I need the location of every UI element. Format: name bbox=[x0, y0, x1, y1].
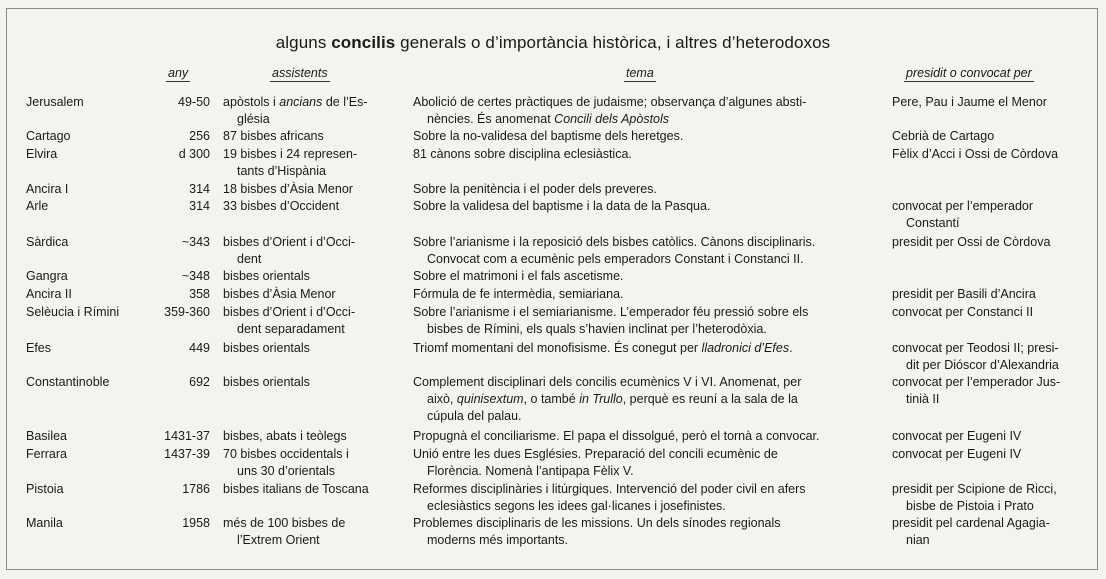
council-president bbox=[892, 481, 1092, 515]
title-suffix: generals o d’importància històrica, i altres d’heterodoxos bbox=[395, 33, 831, 52]
council-president-line: convocat per l’emperador bbox=[892, 199, 1034, 213]
council-topic-line: eclesiàstics segons les idees gal·licanes i josefinistes. bbox=[427, 499, 726, 513]
council-topic-line: Complement disciplinari dels concilis ecumènics V i VI. Anomenat, per bbox=[413, 375, 802, 389]
header-attendees: assistents bbox=[272, 66, 328, 80]
council-attendees bbox=[223, 234, 403, 268]
council-attendees-line: 87 bisbes africans bbox=[223, 129, 324, 143]
council-place: Selèucia i Rímini bbox=[26, 305, 120, 319]
council-attendees-line: bisbes, abats i teòlegs bbox=[223, 429, 347, 443]
title-bold: concilis bbox=[331, 33, 396, 52]
council-attendees-line: l’Extrem Orient bbox=[237, 533, 320, 547]
council-president bbox=[892, 286, 1092, 303]
council-attendees-line: 70 bisbes occidentals i bbox=[223, 447, 349, 461]
council-year: 449 bbox=[189, 341, 210, 355]
council-president bbox=[892, 94, 1092, 111]
council-year: 1786 bbox=[182, 482, 210, 496]
council-president-line: Pere, Pau i Jaume el Menor bbox=[892, 95, 1047, 109]
council-topic bbox=[413, 234, 883, 268]
council-place: Manila bbox=[26, 516, 63, 530]
council-president-line: bisbe de Pistoia i Prato bbox=[906, 499, 1034, 513]
council-topic bbox=[413, 304, 883, 338]
council-topic-line: això, quinisextum, o també in Trullo, perquè es reuní a la sala de la bbox=[427, 392, 798, 406]
council-president bbox=[892, 146, 1092, 163]
council-attendees bbox=[223, 304, 403, 338]
council-attendees-line: 33 bisbes d’Occident bbox=[223, 199, 340, 213]
council-topic bbox=[413, 268, 883, 285]
council-year: ~343 bbox=[181, 235, 210, 249]
page-title bbox=[0, 33, 1106, 53]
council-attendees bbox=[223, 94, 403, 128]
council-year: 358 bbox=[189, 287, 210, 301]
council-attendees-line: dent bbox=[237, 252, 262, 266]
council-attendees-line: més de 100 bisbes de bbox=[223, 516, 346, 530]
council-year: 1431-37 bbox=[164, 429, 210, 443]
council-topic bbox=[413, 446, 883, 480]
council-place: Sàrdica bbox=[26, 235, 69, 249]
council-president bbox=[892, 234, 1092, 251]
council-topic bbox=[413, 374, 883, 425]
council-year: ~348 bbox=[181, 269, 210, 283]
council-topic-line: Sobre la no-validesa del baptisme dels heretges. bbox=[413, 129, 684, 143]
council-president-line: Fèlix d’Acci i Ossi de Còrdova bbox=[892, 147, 1059, 161]
council-year: 314 bbox=[189, 199, 210, 213]
council-topic bbox=[413, 94, 883, 128]
council-place: Constantinoble bbox=[26, 375, 110, 389]
council-attendees-line: apòstols i ancians de l’Es- bbox=[223, 95, 368, 109]
council-topic bbox=[413, 286, 883, 303]
council-attendees-line: bisbes d’Orient i d’Occi- bbox=[223, 235, 355, 249]
council-year: 1437-39 bbox=[164, 447, 210, 461]
council-president-line: presidit pel cardenal Agagia- bbox=[892, 516, 1050, 530]
council-president-line: convocat per Eugeni IV bbox=[892, 429, 1022, 443]
council-topic-line: nències. És anomenat Concili dels Apòstols bbox=[427, 112, 670, 126]
council-topic-line: Problemes disciplinaris de les missions. Un dels sínodes regionals bbox=[413, 516, 781, 530]
council-attendees-line: bisbes italians de Toscana bbox=[223, 482, 369, 496]
council-attendees-line: bisbes orientals bbox=[223, 375, 310, 389]
council-attendees-line: bisbes d’Àsia Menor bbox=[223, 287, 336, 301]
council-attendees-line: 19 bisbes i 24 represen- bbox=[223, 147, 358, 161]
council-president bbox=[892, 428, 1092, 445]
council-president-line: tinià II bbox=[906, 392, 940, 406]
council-place: Pistoia bbox=[26, 482, 64, 496]
council-president-line: convocat per Eugeni IV bbox=[892, 447, 1022, 461]
header-topic: tema bbox=[626, 66, 654, 80]
council-year: 1958 bbox=[182, 516, 210, 530]
council-topic bbox=[413, 340, 883, 357]
council-attendees bbox=[223, 446, 403, 480]
council-topic-line: bisbes de Rímini, els quals s’havien inclinat per l’heterodòxia. bbox=[427, 322, 767, 336]
council-topic-line: Sobre l’arianisme i la reposició dels bisbes catòlics. Cànons disciplinaris. bbox=[413, 235, 816, 249]
council-place: Ferrara bbox=[26, 447, 67, 461]
council-topic-line: Convocat com a ecumènic pels emperadors Constant i Constanci II. bbox=[427, 252, 804, 266]
council-president-line: presidit per Scipione de Ricci, bbox=[892, 482, 1057, 496]
council-attendees bbox=[223, 181, 403, 198]
council-year: d 300 bbox=[178, 147, 210, 161]
council-attendees-line: glésia bbox=[237, 112, 270, 126]
council-president bbox=[892, 198, 1092, 232]
council-attendees bbox=[223, 515, 403, 549]
council-place: Elvira bbox=[26, 147, 58, 161]
council-topic bbox=[413, 198, 883, 215]
council-year: 359-360 bbox=[164, 305, 210, 319]
council-attendees-line: bisbes orientals bbox=[223, 269, 310, 283]
council-president bbox=[892, 304, 1092, 321]
council-attendees-line: bisbes d’Orient i d’Occi- bbox=[223, 305, 355, 319]
council-place: Gangra bbox=[26, 269, 68, 283]
council-topic-line: Sobre la validesa del baptisme i la data de la Pasqua. bbox=[413, 199, 711, 213]
council-topic bbox=[413, 146, 883, 163]
council-attendees bbox=[223, 128, 403, 145]
council-president bbox=[892, 374, 1092, 408]
council-president-line: convocat per Teodosi II; presi- bbox=[892, 341, 1059, 355]
council-topic-line: cúpula del palau. bbox=[427, 409, 522, 423]
council-topic-line: Triomf momentani del monofisisme. És conegut per lladronici d’Efes. bbox=[413, 341, 793, 355]
council-place: Arle bbox=[26, 199, 49, 213]
council-topic-line: Reformes disciplinàries i litúrgiques. Intervenció del poder civil en afers bbox=[413, 482, 806, 496]
header-president: presidit o convocat per bbox=[906, 66, 1032, 80]
council-president-line: presidit per Ossi de Còrdova bbox=[892, 235, 1051, 249]
council-attendees bbox=[223, 428, 403, 445]
council-president-line: presidit per Basili d’Ancira bbox=[892, 287, 1036, 301]
council-topic-line: Florència. Nomenà l’antipapa Fèlix V. bbox=[427, 464, 634, 478]
council-attendees bbox=[223, 481, 403, 498]
council-topic-line: Sobre l’arianisme i el semiarianisme. L’emperador féu pressió sobre els bbox=[413, 305, 809, 319]
council-topic bbox=[413, 428, 883, 445]
council-attendees bbox=[223, 374, 403, 391]
council-president-line: nian bbox=[906, 533, 930, 547]
council-president-line: Cebrià de Cartago bbox=[892, 129, 995, 143]
council-president bbox=[892, 340, 1092, 374]
council-year: 256 bbox=[189, 129, 210, 143]
council-attendees-line: tants d’Hispània bbox=[237, 164, 326, 178]
header-year: any bbox=[168, 66, 189, 80]
council-president-line: dit per Dióscor d’Alexandria bbox=[906, 358, 1059, 372]
council-attendees bbox=[223, 268, 403, 285]
council-topic bbox=[413, 481, 883, 515]
council-year: 314 bbox=[189, 182, 210, 196]
council-topic bbox=[413, 181, 883, 198]
council-attendees bbox=[223, 286, 403, 303]
council-topic-line: Fórmula de fe intermèdia, semiariana. bbox=[413, 287, 624, 301]
council-place: Ancira II bbox=[26, 287, 72, 301]
council-president-line: convocat per Constanci II bbox=[892, 305, 1034, 319]
council-president-line: Constantí bbox=[906, 216, 960, 230]
council-attendees-line: 18 bisbes d’Àsia Menor bbox=[223, 182, 353, 196]
council-topic-line: 81 cànons sobre disciplina eclesiàstica. bbox=[413, 147, 632, 161]
council-place: Efes bbox=[26, 341, 52, 355]
council-attendees-line: uns 30 d’orientals bbox=[237, 464, 335, 478]
council-topic bbox=[413, 128, 883, 145]
council-topic-line: Sobre el matrimoni i el fals ascetisme. bbox=[413, 269, 624, 283]
council-topic-line: Propugnà el conciliarisme. El papa el dissolgué, però el tornà a convocar. bbox=[413, 429, 820, 443]
council-president bbox=[892, 446, 1092, 463]
council-topic-line: moderns més importants. bbox=[427, 533, 569, 547]
council-place: Basilea bbox=[26, 429, 67, 443]
council-attendees bbox=[223, 198, 403, 215]
council-topic bbox=[413, 515, 883, 549]
council-attendees-line: bisbes orientals bbox=[223, 341, 310, 355]
council-topic-line: Unió entre les dues Esglésies. Preparació del concili ecumènic de bbox=[413, 447, 778, 461]
council-place: Jerusalem bbox=[26, 95, 84, 109]
council-topic-line: Sobre la penitència i el poder dels preveres. bbox=[413, 182, 657, 196]
council-attendees bbox=[223, 146, 403, 180]
council-place: Ancira I bbox=[26, 182, 69, 196]
title-prefix: alguns bbox=[275, 33, 332, 52]
council-topic-line: Abolició de certes pràctiques de judaisme; observança d’algunes absti- bbox=[413, 95, 807, 109]
council-year: 692 bbox=[189, 375, 210, 389]
council-attendees-line: dent separadament bbox=[237, 322, 345, 336]
council-president bbox=[892, 128, 1092, 145]
council-president bbox=[892, 515, 1092, 549]
council-president-line: convocat per l’emperador Jus- bbox=[892, 375, 1061, 389]
council-place: Cartago bbox=[26, 129, 71, 143]
council-year: 49-50 bbox=[178, 95, 210, 109]
council-attendees bbox=[223, 340, 403, 357]
